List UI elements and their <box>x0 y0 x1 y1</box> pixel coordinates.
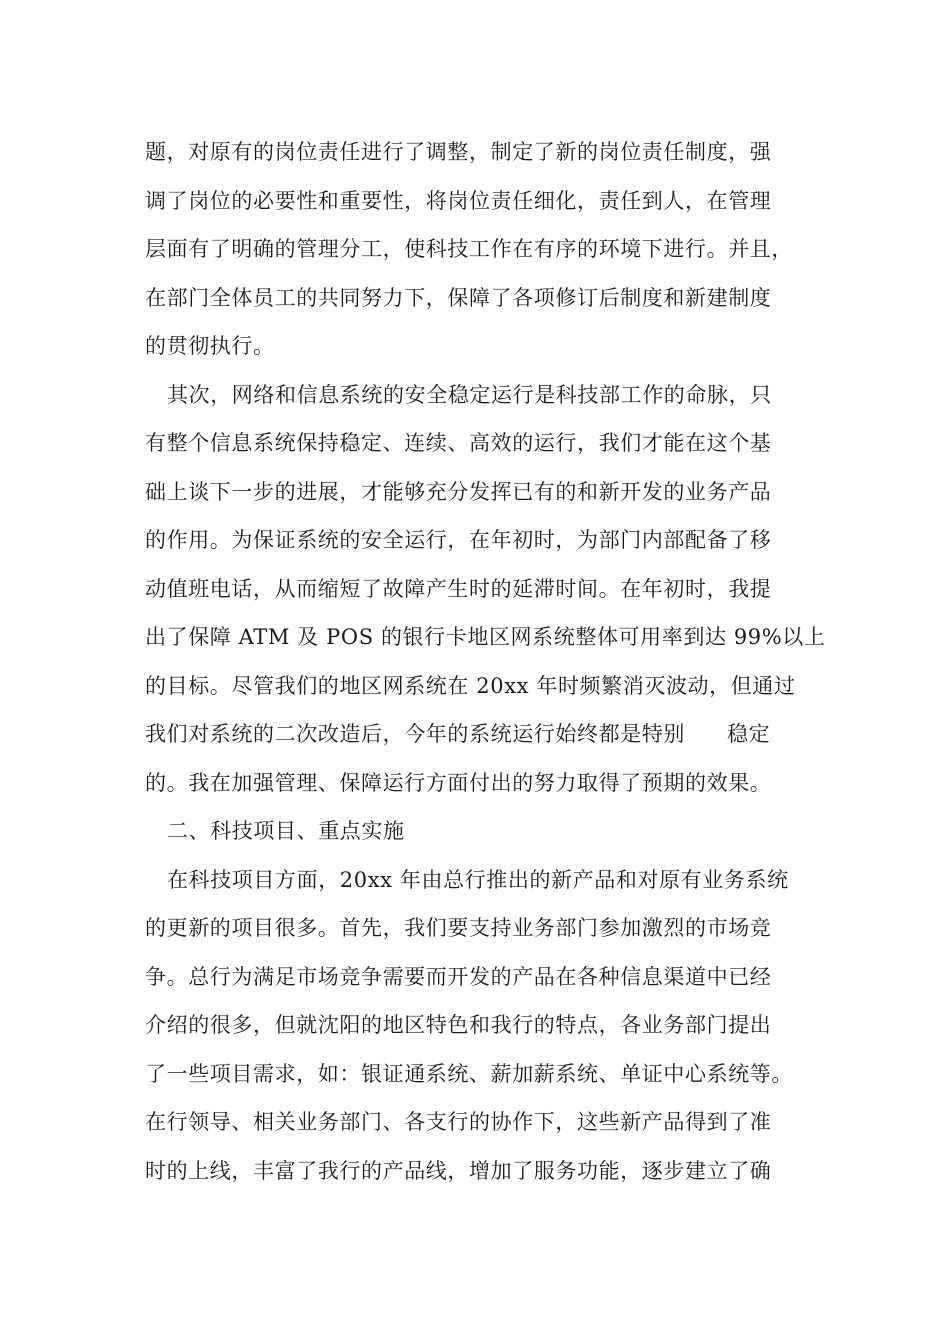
text-line: 的贯彻执行。 <box>145 334 275 358</box>
text-line: 的更新的项目很多。首先，我们要支持业务部门参加激烈的市场竞 <box>145 916 772 940</box>
text-line: 在行领导、相关业务部门、各支行的协作下，这些新产品得到了准 <box>145 1110 772 1134</box>
paragraph-start-line: 其次，网络和信息系统的安全稳定运行是科技部工作的命脉，只 <box>167 382 772 407</box>
text-line: 了一些项目需求，如：银证通系统、薪加薪系统、单证中心系统等。 <box>145 1061 793 1086</box>
text-line: 动值班电话，从而缩短了故障产生时的延滞时间。在年初时，我提 <box>145 576 772 601</box>
section-heading: 二、科技项目、重点实施 <box>167 819 405 843</box>
text-line: 在部门全体员工的共同努力下，保障了各项修订后制度和新建制度 <box>145 285 772 310</box>
text-line: 介绍的很多，但就沈阳的地区特色和我行的特点，各业务部门提出 <box>145 1013 772 1037</box>
text-line-head: 我们对系统的二次改造后，今年的系统运行始终都是特别 <box>145 722 685 746</box>
text-line: 的目标。尽管我们的地区网系统在 20xx 年时频繁消灭波动，但通过 <box>145 673 796 698</box>
text-line: 层面有了明确的管理分工，使科技工作在有序的环境下进行。并且， <box>145 237 793 261</box>
text-line-tail: 稳定 <box>727 722 771 746</box>
text-line: 争。总行为满足市场竞争需要而开发的产品在各种信息渠道中已经 <box>145 964 772 989</box>
text-line: 础上谈下一步的进展，才能够充分发挥已有的和新开发的业务产品 <box>145 479 772 504</box>
text-line-with-gap <box>145 710 825 759</box>
document-body <box>145 128 825 1195</box>
text-line: 出了保障 ATM 及 POS 的银行卡地区网系统整体可用率到达 99%以上 <box>145 625 826 649</box>
text-line: 时的上线，丰富了我行的产品线，增加了服务功能，逐步建立了确 <box>145 1158 772 1183</box>
text-line: 的。我在加强管理、保障运行方面付出的努力取得了预期的效果。 <box>145 770 772 795</box>
paragraph-start-line: 在科技项目方面，20xx 年由总行推出的新产品和对原有业务系统 <box>167 867 789 892</box>
text-line: 有整个信息系统保持稳定、连续、高效的运行，我们才能在这个基 <box>145 431 772 455</box>
text-line: 题，对原有的岗位责任进行了调整，制定了新的岗位责任制度，强 <box>145 140 772 164</box>
text-line: 调了岗位的必要性和重要性，将岗位责任细化，责任到人，在管理 <box>145 188 772 213</box>
text-line: 的作用。为保证系统的安全运行，在年初时，为部门内部配备了移 <box>145 528 772 552</box>
